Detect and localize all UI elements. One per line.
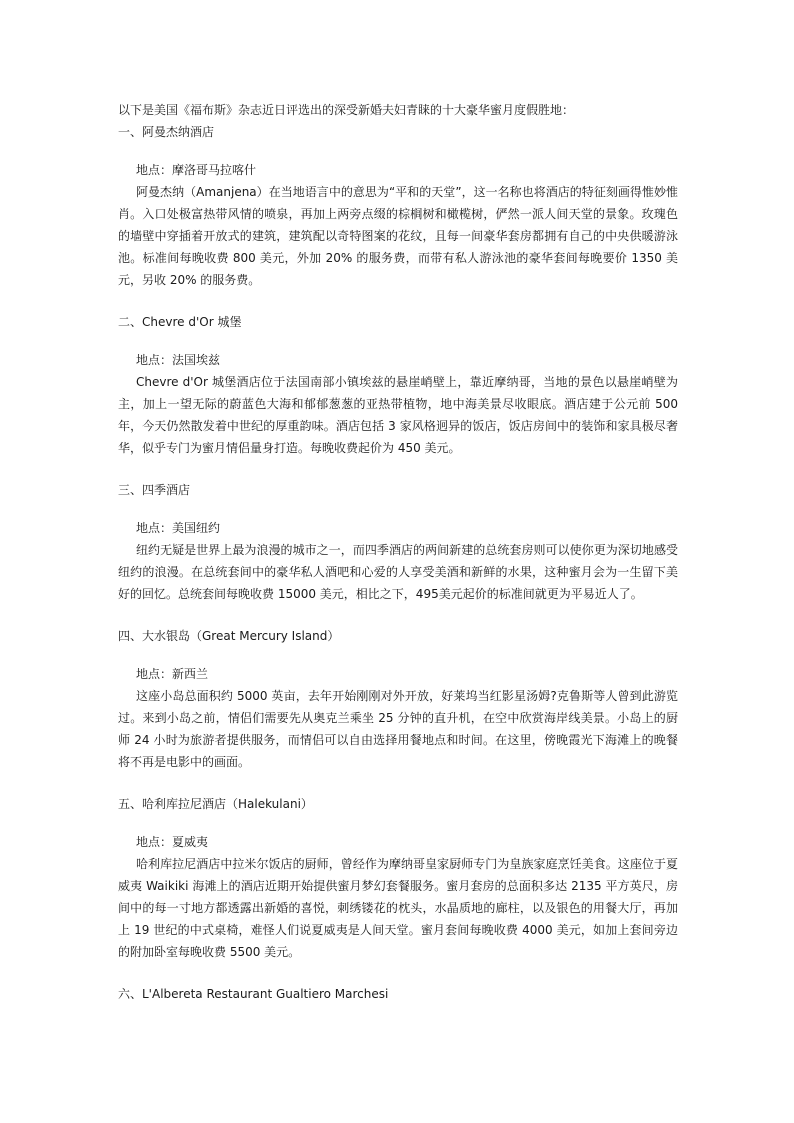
section-location: 地点：法国埃兹	[136, 353, 221, 367]
section-location: 地点：新西兰	[136, 667, 209, 681]
section-heading: 五、哈利库拉尼酒店（Halekulani）	[118, 797, 313, 811]
section-heading: 六、L'Albereta Restaurant Gualtiero Marchesi	[118, 987, 389, 1001]
section-location: 地点：摩洛哥马拉喀什	[136, 163, 257, 177]
section-location: 地点：夏威夷	[136, 835, 209, 849]
section-heading: 三、四季酒店	[118, 483, 191, 497]
section-description: Chevre d'Or 城堡酒店位于法国南部小镇埃兹的悬崖峭壁上，靠近摩纳哥，当地的景色以悬崖峭壁为主，加上一望无际的蔚蓝色大海和郁郁葱葱的亚热带植物，地中海美景尽收眼底。酒店建于公元前 500 年，今天仍然散发着中世纪的厚重韵味。酒店包括 3 家风格迥异的饭店，饭店房间中的装饰和家具极尽奢华，似乎专门为蜜月情侣量身打造。每晚收费起价为 450 美元。	[118, 375, 678, 455]
section-description: 阿曼杰纳（Amanjena）在当地语言中的意思为“平和的天堂”，这一名称也将酒店的特征刻画得惟妙惟肖。入口处极富热带风情的喷泉，再加上两旁点缀的棕榈树和橄榄树，俨然一派人间天堂的景象。玫瑰色的墙壁中穿插着开放式的建筑，建筑配以奇特图案的花纹，且每一间豪华套房都拥有自己的中央供暖游泳池。标准间每晚收费 800 美元，外加 20% 的服务费，而带有私人游泳池的豪华套间每晚要价 1350 美元，另收 20% 的服务费。	[118, 185, 678, 287]
document-body	[118, 99, 678, 1005]
section-description: 这座小岛总面积约 5000 英亩，去年开始刚刚对外开放，好莱坞当红影星汤姆?克鲁斯等人曾到此游览过。来到小岛之前，情侣们需要先从奥克兰乘坐 25 分钟的直升机，在空中欣赏海岸线美景。小岛上的厨师 24 小时为旅游者提供服务，而情侣可以自由选择用餐地点和时间。在这里，傍晚霞光下海滩上的晚餐将不再是电影中的画面。	[118, 689, 678, 769]
section-description: 纽约无疑是世界上最为浪漫的城市之一，而四季酒店的两间新建的总统套房则可以使你更为深切地感受纽约的浪漫。在总统套间中的豪华私人酒吧和心爱的人享受美酒和新鲜的水果，这种蜜月会为一生留下美好的回忆。总统套间每晚收费 15000 美元，相比之下，495美元起价的标准间就更为平易近人了。	[118, 543, 678, 601]
section-heading: 二、Chevre d'Or 城堡	[118, 315, 242, 329]
section-description: 哈利库拉尼酒店中拉米尔饭店的厨师，曾经作为摩纳哥皇家厨师专门为皇族家庭烹饪美食。这座位于夏威夷 Waikiki 海滩上的酒店近期开始提供蜜月梦幻套餐服务。蜜月套房的总面积多达 2135 平方英尺，房间中的每一寸地方都透露出新婚的喜悦，刺绣镂花的枕头，水晶质地的廊柱，以及银色的用餐大厅，再加上 19 世纪的中式桌椅，难怪人们说夏威夷是人间天堂。蜜月套间每晚收费 4000 美元，如加上套间旁边的附加卧室每晚收费 5500 美元。	[118, 857, 678, 959]
section-location: 地点：美国纽约	[136, 521, 221, 535]
section-heading: 一、阿曼杰纳酒店	[118, 125, 215, 139]
intro-text: 以下是美国《福布斯》杂志近日评选出的深受新婚夫妇青睐的十大豪华蜜月度假胜地：	[118, 103, 575, 117]
section-heading: 四、大水银岛（Great Mercury Island）	[118, 629, 340, 643]
